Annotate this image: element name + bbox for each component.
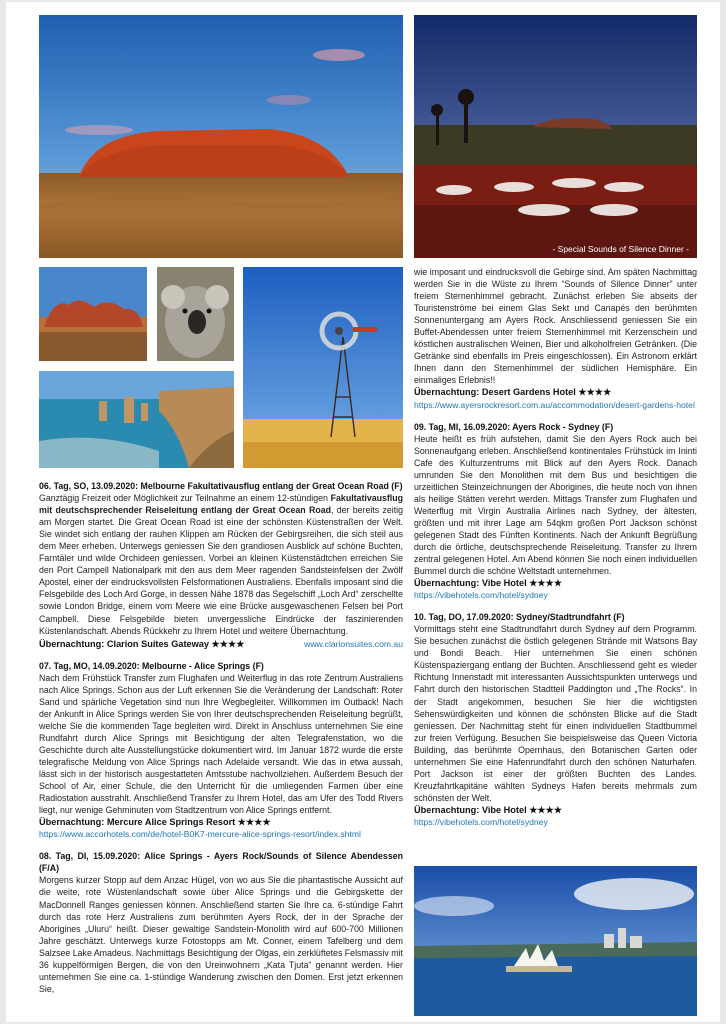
- day9-section: [414, 421, 697, 602]
- day7-title: 07. Tag, MO, 14.09.2020: Melbourne - Alice Springs (F): [39, 660, 264, 671]
- day9-title: 09. Tag, MI, 16.09.2020: Ayers Rock - Sydney (F): [414, 421, 614, 432]
- day6-body: , der bereits zeitig am Morgen startet. Die Great Ocean Road ist eine der schönsten Küstenstraßen der Welt. Sie windet sich entlang der rauhen Klippen am Rücken der Gebirgsreihen, die sich steil aus dem Meer erheben. Unterwegs geniessen Sie den grandiosen Ausblick auf schöne Buchten, Farntäler und wilde Orchideen geniessen. Vorbei an kleinen Küstenstädtchen erreichen Sie den Port Campell Nationalpark mit den aus dem Meer ragenden Sandsteinfelsen der Zwölf Apostel, einer der eindrucksvollsten Felsformationen Australiens. Ebenfalls imposant sind die Felsgebilde des Loch Ard Gorge, in dessen Nähe 1878 das Segelschiff „Loch Ard“ zerschellte sowie London Bridge, einem vom Meere wie eine Brücke ausgewaschenen Felsen bei Port Campbell. Diese Felsgebilde bieten unvergessliche Eindrücke der faszinierenden Küstenlandschaft. Abends Rückkehr zu Ihrem Hotel und weitere Übernachtung.: [39, 505, 403, 636]
- day10-stay: Übernachtung: Vibe Hotel ★★★★: [414, 804, 563, 815]
- day8-link[interactable]: https://www.ayersrockresort.com.au/accommodation/desert-gardens-hotel: [414, 399, 695, 410]
- brochure-page: [6, 2, 720, 1022]
- olgas-photo: [39, 267, 147, 361]
- day8-stay: Übernachtung: Desert Gardens Hotel ★★★★: [414, 387, 612, 398]
- day8-section: [39, 850, 403, 995]
- day6-stay-row: [39, 637, 403, 650]
- day10-link[interactable]: https://vibehotels.com/hotel/sydney: [414, 816, 548, 827]
- day10-title: 10. Tag, DO, 17.09.2020: Sydney/Stadtrundfahrt (F): [414, 612, 625, 623]
- day6-bold-text: Fakultativausflug mit deutschsprechender Reiseleitung entlang der Great Ocean Road: [39, 493, 403, 516]
- day9-body: Heute heißt es früh aufstehen, damit Sie den Ayers Rock auch bei Sonnenaufgang erleben. Anschließend kontinentales Frühstück im Ininti Cafe des Kulturzentrums mit Blick auf den Ayers Rock. Danach umrunden Sie den Monolithen mit dem Bus und besichtigen die urzeitlichen Steinzeichnungen der Aborigines, die heute noch von ihnen als heilige Stätten verehrt werden. Mittags Transfer zum Flughafen und Weiterflug mit Virgin Australia Airlines nach Sydney, der ältesten, größten und mit ihrer Lage am 54qkm großen Port Jackson schönst gelegenen Stadt des Fünften Kontinents. Nach der Ankunft Begrüßung durch die örtliche, deutschsprechende Reiseleitung. Transfer zu Ihrem zentral gelegenen Hotel. Am Abend können Sie noch einen individuellen Bummel durch die schöne Weltstadt unternehmen.: [414, 433, 697, 577]
- day6-text: [39, 492, 403, 637]
- uluru-photo: [39, 15, 403, 258]
- day10-body: Vormittags steht eine Stadtrundfahrt durch Sydney auf dem Programm. Sie besuchen zunächst die östlich gelegenen Strände mit Watsons Bay und Bondi Beach. Hier unternehmen Sie einen schönen Küstenspaziergang entlang der Buchten. Anschliessend geht es wieder Richtung Innenstadt mit interessanten Aussichtspunkten unterwegs und Fahrt durch den historischen Stadtteil Paddington und „The Rocks“. In der Stadt angekommen, besuchen Sie hier die wichtigsten Sehenswürdigkeiten und können die schönsten Blicke auf die Stadt geniessen. Der Nachmittag steht für einen individuellen Stadtbummel zur freien Verfügung. Besuchen Sie beispielsweise das Queen Victoria Building, das berühmte Opernhaus, den Botanischen Garten oder unternehmen Sie eine Hafenrundfahrt durch den schönen Naturhafen. Port Jackson ist einer der größten Buchten des Landes. Kreuzfahrtkapitäne wählten Sydneys Hafen bereits mehrmals zum schönsten der Welt.: [414, 624, 697, 803]
- day7-section: [39, 660, 403, 841]
- day6-stay: Übernachtung: Clarion Suites Gateway ★★★★: [39, 638, 245, 649]
- day6-link[interactable]: www.clarionsuites.com.au: [304, 638, 403, 649]
- apostles-photo: [39, 371, 234, 468]
- day8-continued: [414, 266, 697, 411]
- day9-stay: Übernachtung: Vibe Hotel ★★★★: [414, 578, 563, 589]
- left-column: [39, 480, 403, 1005]
- day7-body: Nach dem Frühstück Transfer zum Flughafen und Weiterflug in das rote Zentrum Australiens nach Alice Springs. Schon aus der Luft erkennen Sie die Veränderung der Landschaft: Roter Sand und spärliche Vegetation sind nun Ihre Wegbegleiter. Willkommen im Outback! Nach der Ankunft in Alice Springs werden Sie von Ihrer deutschsprechenden Reiseleitung begrüßt, welche Sie die kommenden Tage begleiten wird. Direkt in Anschluss unternehmen Sie eine Rundfahrt durch Alice Springs mit Besichtigung der alten Telegrafenstation, wo die Geschichte durch alte Ausstellungstücke dokumentiert wird. Im Januar 1872 wurde die erste telegrafische Meldung von Alice Springs nach Adelaide versandt. Wie das in etwa aussah, lässt sich in der historisch ausgestatteten Amtsstube nachvollziehen. Außerdem Besuch der School of Air, einer Schule, die den Unterricht für die umliegenden Farmen über eine Radiostation ausstrahlt. Anschließend Transfer zu Ihrem Hotel, das am Ufer des Todd Rivers liegt, nur wenige Gehminuten vom Stadtzentrum von Alice Springs entfernt.: [39, 672, 403, 816]
- day6-intro: Ganztägig Freizeit oder Möglichkeit zur Teilnahme an einem 12-stündigen: [39, 493, 331, 504]
- sydney-photo: [414, 866, 697, 1016]
- day8-body: Morgens kurzer Stopp auf dem Anzac Hügel, von wo aus Sie die phantastische Aussicht auf die weite, rote Wüstenlandschaft sowie über Alice Springs und die Gebirgskette der MacDonnell Ranges geniessen können. Anschließend starten Sie Ihre ca. 6-stündige Fahrt durch das rote Herz Australiens zum berühmten Ayers Rock, der in der Sprache der Aborigines „Uluru“ heißt. Dieser gewaltige Sandstein-Monolith wird auf 600-700 Millionen Jahre geschätzt. Unterwegs kurze Fotostopps am Mt. Conner, einem Tafelberg und dem Salzsee Lake Amadeus. Nachmittags Besichtigung der Olgas, ein zerklüftetes Felsmassiv mit 36 kuppelförmigen Bergen, die von den Ureinwohnern „Kata Tjuta“ genannt werden. Hier unternehmen Sie eine ca. 1-stündige Wanderung zwischen den Domen. Erst jetzt erkennen Sie,: [39, 875, 403, 994]
- day9-link[interactable]: https://vibehotels.com/hotel/sydney: [414, 590, 548, 601]
- day7-stay: Übernachtung: Mercure Alice Springs Resort ★★★★: [39, 817, 271, 828]
- day6-section: [39, 480, 403, 650]
- dinner-photo: [414, 15, 697, 258]
- koala-photo: [157, 267, 234, 361]
- dinner-caption: - Special Sounds of Silence Dinner -: [552, 244, 689, 254]
- day6-title: 06. Tag, SO, 13.09.2020: Melbourne Fakultativausflug entlang der Great Ocean Road (F): [39, 481, 403, 491]
- day7-link[interactable]: https://www.accorhotels.com/de/hotel-B0K7-mercure-alice-springs-resort/index.shtml: [39, 829, 361, 840]
- day8-title: 08. Tag, DI, 15.09.2020: Alice Springs - Ayers Rock/Sounds of Silence Abendessen (F/A): [39, 851, 403, 874]
- right-column: [414, 266, 697, 838]
- windmill-photo: [243, 267, 403, 468]
- day8-cont: wie imposant und eindrucksvoll die Gebirge sind. Am späten Nachmittag werden Sie in die Wüste zu Ihrem “Sounds of Silence Dinner” unter freiem Sternenhimmel gebracht. Zunächst erleben Sie abseits der Touristenströme bei einem Glas Sekt und Canapés den berühmten Sonnenuntergang am Ayers Rock. Anschliessend geniessen Sie ein Buffet-Abendessen unter freiem Sternenhimmel mit Kerzenschein und köstlichen australischen Weinen, Bier und alkoholfreien Getränken. (Die Getränke sind ebenfalls im Preis eingeschlossen). Ein Astronom erklärt Ihnen dann den Sternenhimmel der südlichen Hemisphäre. Ein einmaliges Erlebnis!!: [414, 267, 697, 386]
- day10-section: [414, 611, 697, 828]
